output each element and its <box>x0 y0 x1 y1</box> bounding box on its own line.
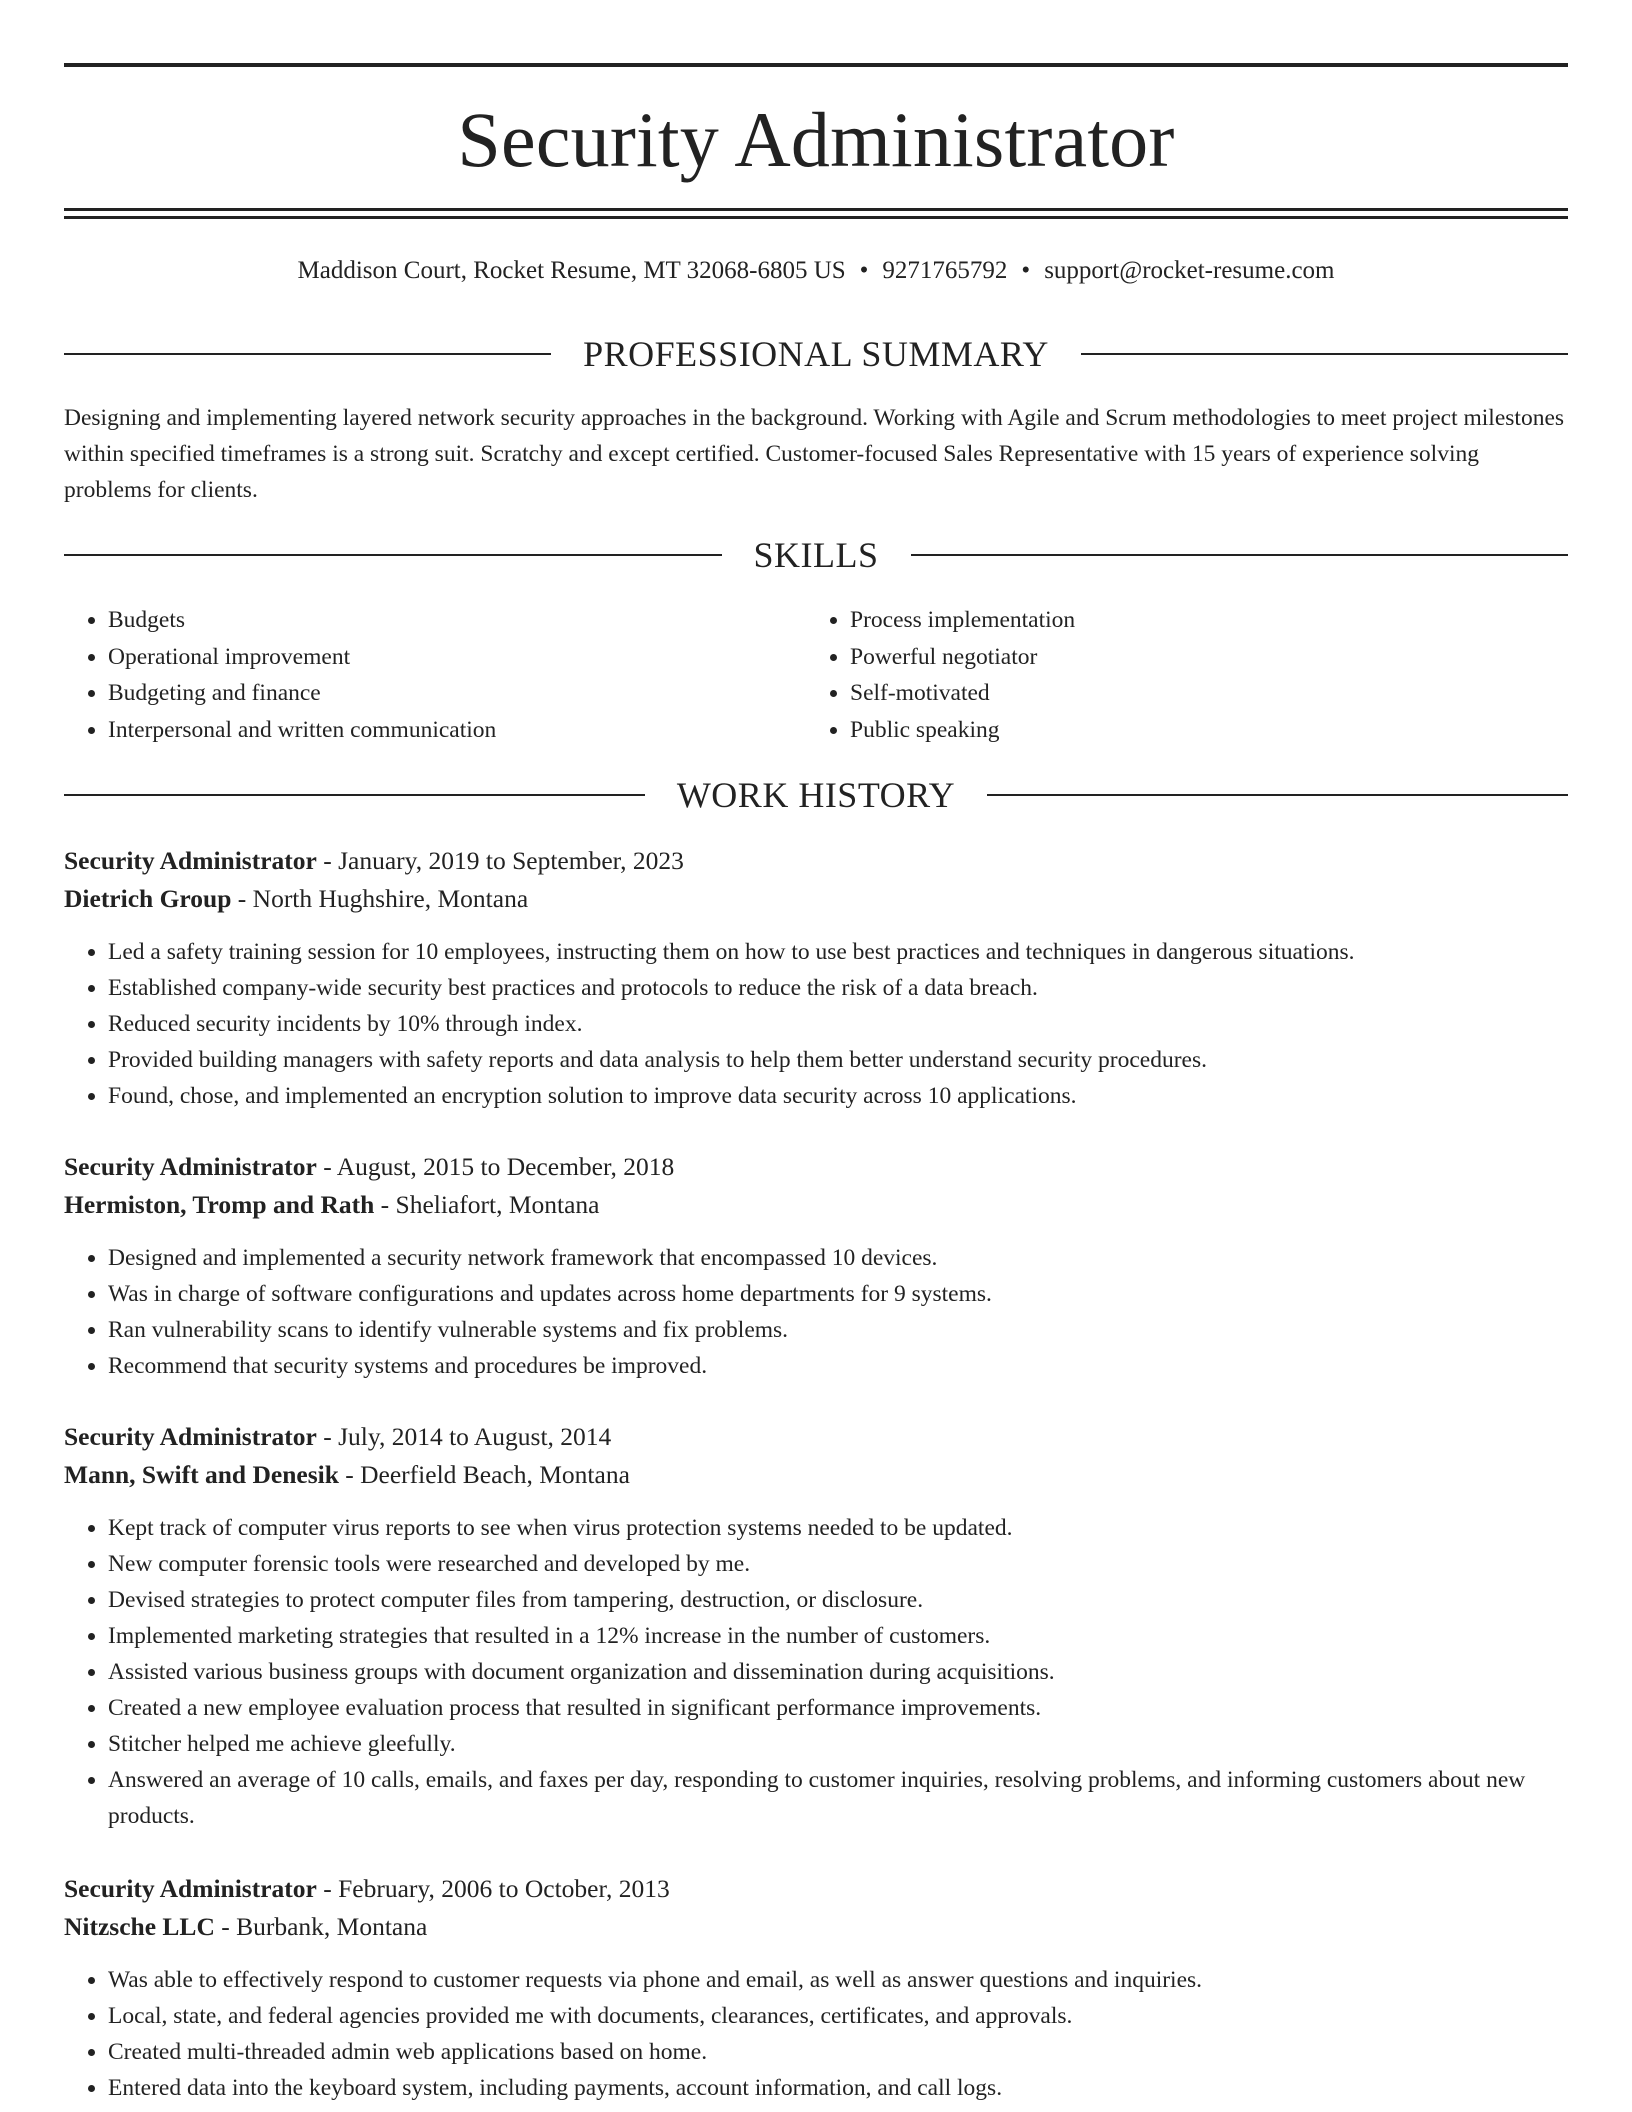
section-rule <box>911 554 1569 556</box>
section-rule <box>987 794 1568 796</box>
job-company: Nitzsche LLC <box>64 1912 215 1941</box>
job-company: Hermiston, Tromp and Rath <box>64 1190 375 1219</box>
job-bullet: • Assisted various business groups with document organization and dissemination during acquisitions. <box>108 1654 1568 1690</box>
job-bullets <box>64 934 1568 1114</box>
section-rule <box>64 353 551 355</box>
skills-column-left <box>64 602 806 748</box>
skill-item: • Budgeting and finance <box>108 675 806 712</box>
job-bullet: • Was able to effectively respond to customer requests via phone and email, as well as answer questions and inquiries. <box>108 1962 1568 1998</box>
skills-section-header <box>64 533 1568 577</box>
job-entry <box>64 1418 1568 1834</box>
skill-item: • Self-motivated <box>850 675 1548 712</box>
job-entry <box>64 1148 1568 1384</box>
job-company-line <box>64 1908 1568 1946</box>
job-bullet: • Recommend that security systems and procedures be improved. <box>108 1348 1568 1384</box>
job-company-line <box>64 1456 1568 1494</box>
contact-line <box>64 254 1568 288</box>
job-location: - Sheliafort, Montana <box>374 1190 600 1219</box>
job-bullet: • Found, chose, and implemented an encryption solution to improve data security across 10 applications. <box>108 1078 1568 1114</box>
job-bullet: • Designed and implemented a security network framework that encompassed 10 devices. <box>108 1240 1568 1276</box>
job-bullet: • Entered data into the keyboard system, including payments, account information, and call logs. <box>108 2070 1568 2106</box>
job-bullet: • Created a new employee evaluation process that resulted in significant performance improvements. <box>108 1690 1568 1726</box>
job-company-line <box>64 880 1568 918</box>
job-bullet: • Kept track of computer virus reports to see when virus protection systems needed to be updated. <box>108 1510 1568 1546</box>
contact-phone: 9271765792 <box>882 257 1008 284</box>
job-dates: - July, 2014 to August, 2014 <box>316 1422 612 1451</box>
skill-item: • Powerful negotiator <box>850 639 1548 676</box>
job-bullet: • Stitcher helped me achieve gleefully. <box>108 1726 1568 1762</box>
job-bullet: • Devised strategies to protect computer files from tampering, destruction, or disclosure. <box>108 1582 1568 1618</box>
contact-email: support@rocket-resume.com <box>1044 257 1335 284</box>
job-title: Security Administrator <box>64 846 317 875</box>
section-rule <box>64 554 722 556</box>
job-bullet: • Reduced security incidents by 10% through index. <box>108 1006 1568 1042</box>
job-title-line <box>64 1870 1568 1908</box>
skills-column-right <box>806 602 1548 748</box>
job-company: Dietrich Group <box>64 884 232 913</box>
contact-separator: • <box>1021 257 1031 284</box>
work-heading: WORK HISTORY <box>676 775 956 815</box>
job-entry <box>64 1870 1568 2106</box>
job-bullets <box>64 1962 1568 2106</box>
job-location: - North Hughshire, Montana <box>231 884 529 913</box>
job-bullet: • Implemented marketing strategies that resulted in a 12% increase in the number of customers. <box>108 1618 1568 1654</box>
job-bullet: • Ran vulnerability scans to identify vulnerable systems and fix problems. <box>108 1312 1568 1348</box>
job-title: Security Administrator <box>64 1152 317 1181</box>
job-bullet: • Provided building managers with safety reports and data analysis to help them better understand security procedures. <box>108 1042 1568 1078</box>
job-title-line <box>64 1148 1568 1186</box>
contact-address: Maddison Court, Rocket Resume, MT 32068-6805 US <box>297 257 846 284</box>
summary-text: Designing and implementing layered network security approaches in the background. Working with Agile and Scrum methodologies to meet project milestones within specified timeframes is a strong suit. Scratchy and except certified. Customer-focused Sales Representative with 15 years of experience solving problems for clients. <box>64 405 1565 503</box>
job-bullets <box>64 1240 1568 1384</box>
job-dates: - February, 2006 to October, 2013 <box>316 1874 670 1903</box>
skill-item: • Interpersonal and written communication <box>108 712 806 749</box>
job-bullet: • Answered an average of 10 calls, emails, and faxes per day, responding to customer inquiries, resolving problems, and informing customers about new products. <box>108 1762 1568 1834</box>
summary-section-header <box>64 332 1568 376</box>
section-rule <box>64 794 645 796</box>
job-dates: - August, 2015 to December, 2018 <box>316 1152 675 1181</box>
work-section-header <box>64 773 1568 817</box>
skill-item: • Budgets <box>108 602 806 639</box>
job-dates: - January, 2019 to September, 2023 <box>316 846 684 875</box>
skill-item: • Operational improvement <box>108 639 806 676</box>
job-bullet: • Established company-wide security best practices and protocols to reduce the risk of a data breach. <box>108 970 1568 1006</box>
job-bullet: • Local, state, and federal agencies provided me with documents, clearances, certificates, and approvals. <box>108 1998 1568 2034</box>
job-title: Security Administrator <box>64 1422 317 1451</box>
skill-item: • Public speaking <box>850 712 1548 749</box>
title-rule-lower <box>64 216 1568 219</box>
title-rule-upper <box>64 208 1568 211</box>
job-location: - Deerfield Beach, Montana <box>338 1460 630 1489</box>
summary-heading: PROFESSIONAL SUMMARY <box>583 334 1049 374</box>
job-bullet: • New computer forensic tools were researched and developed by me. <box>108 1546 1568 1582</box>
top-rule <box>64 63 1568 67</box>
job-bullets <box>64 1510 1568 1834</box>
skill-item: • Process implementation <box>850 602 1548 639</box>
skills-heading: SKILLS <box>753 535 879 575</box>
job-bullet: • Led a safety training session for 10 employees, instructing them on how to use best practices and techniques in dangerous situations. <box>108 934 1568 970</box>
job-title-line <box>64 842 1568 880</box>
job-title-line <box>64 1418 1568 1456</box>
job-entry <box>64 842 1568 1114</box>
job-company: Mann, Swift and Denesik <box>64 1460 339 1489</box>
job-location: - Burbank, Montana <box>214 1912 428 1941</box>
resume-title: Security Administrator <box>457 96 1175 183</box>
job-bullet: • Was in charge of software configurations and updates across home departments for 9 systems. <box>108 1276 1568 1312</box>
job-bullet: • Created multi-threaded admin web applications based on home. <box>108 2034 1568 2070</box>
section-rule <box>1081 353 1568 355</box>
job-title: Security Administrator <box>64 1874 317 1903</box>
job-company-line <box>64 1186 1568 1224</box>
skills-list <box>64 602 1568 748</box>
contact-separator: • <box>859 257 869 284</box>
